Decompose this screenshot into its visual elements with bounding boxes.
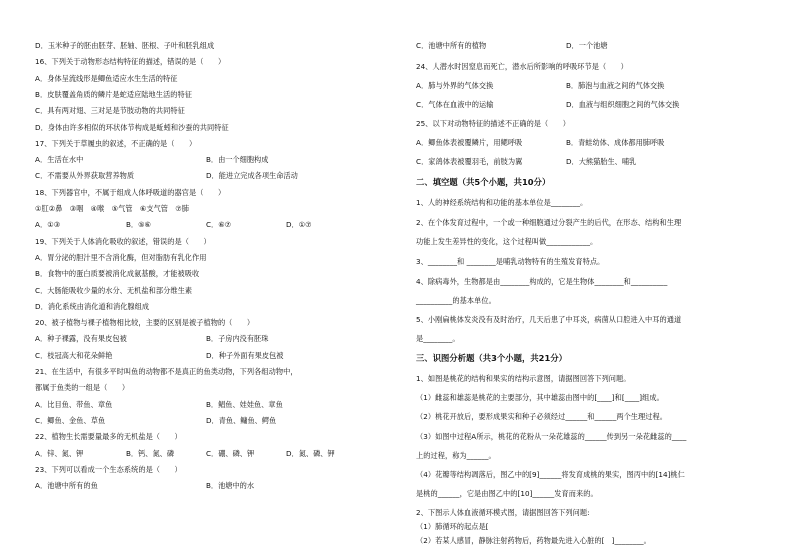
option-right: B．鲳鱼、娃娃鱼、章鱼: [206, 399, 283, 409]
question-line: C．枝冠高大和花朵鲜艳: [35, 350, 113, 360]
question-line: 都属于鱼类的一组是（ ）: [35, 383, 130, 393]
question-line: A．锌、氮、钾: [35, 448, 84, 458]
fill-question-2-cont: 功能上发生差异性的变化，这个过程叫做____________。: [416, 237, 598, 246]
question-24-stem: 24、人潜水时因窒息而死亡，潜水后所影响的呼吸环节是（ ）: [416, 62, 628, 71]
option-right: D．血液与组织细胞之间的气体交换: [566, 100, 680, 109]
fill-question-4-cont: __________的基本单位。: [416, 296, 496, 305]
diagram-sub-3: （3）如图中过程A所示，桃花的花粉从一朵花雄蕊的______传到另一朵花雌蕊的____: [416, 432, 687, 441]
question-line: A．生活在水中: [35, 155, 84, 165]
option-right: B．子房内没有胚珠: [206, 334, 269, 344]
option-right: C．硼、磷、钾: [206, 448, 255, 458]
fill-question-5: 5、小刚扁桃体发炎没有及时治疗，几天后患了中耳炎，病菌从口腔进入中耳的通道: [416, 315, 682, 324]
fill-question-2: 2、在个体发育过程中，一个或一种细胞通过分裂产生的后代，在形态、结构和生理: [416, 218, 682, 227]
question-line: B．皮肤覆盖角质的鳞片是蛇适应陆地生活的特征: [35, 89, 192, 99]
option-line: C．池塘中所有的植物: [416, 41, 487, 50]
question-line: D．玉米种子的胚由胚芽、胚轴、胚根、子叶和胚乳组成: [35, 41, 215, 50]
option-right: D．能进立完成各项生命活动: [206, 171, 298, 181]
option-right: D．大熊猫胎生、哺乳: [566, 157, 637, 166]
diagram-sub-1: （1）雌蕊和雄蕊是桃花的主要部分，其中雄蕊由图中的[____]和[____]组成。: [416, 393, 664, 402]
question-line: ①肛②鼻 ③咽 ④喉 ⑤气管 ⑥支气管 ⑦肺: [35, 204, 190, 213]
question-line: 21、在生活中，有很多平时叫鱼的动物都不是真正的鱼类动物，下列各组动物中，: [35, 367, 298, 376]
question-line: C．鲫鱼、金鱼、草鱼: [35, 415, 106, 425]
option-line: A．肺与外界的气体交换: [416, 81, 494, 90]
question-line: A．池塘中所有的鱼: [35, 481, 98, 491]
option-right: D．种子外面有果皮包被: [206, 350, 284, 360]
question-line: A．比目鱼、带鱼、章鱼: [35, 399, 113, 409]
question-25-stem: 25、以下对动物特征的描述不正确的是（ ）: [416, 119, 570, 128]
question-line: A．胃分泌的胆汁里不含消化酶，但对脂肪有乳化作用: [35, 252, 207, 262]
diagram-sub-4: （4）花瓣等结构凋落后，图乙中的[9]______将发育成桃的果实，图丙中的[14]桃仁: [416, 470, 685, 479]
diagram-question-1: 1、如图是桃花的结构和果实的结构示意图，请据图回答下列问题。: [416, 374, 631, 383]
fill-question-4: 4、除病毒外，生物都是由________构成的，它是生物体________和__________: [416, 277, 668, 286]
question-line: A．身体呈流线形是鲫鱼适应水生生活的特征: [35, 73, 178, 83]
question-line: 19、下列关于人体消化吸收的叙述，错误的是（ ）: [35, 236, 211, 246]
question-line: 22、植物生长需要量最多的无机盐是（ ）: [35, 432, 182, 442]
question-line: C．大肠能吸收少量的水分、无机盐和部分维生素: [35, 285, 193, 295]
question-line: 20、被子植物与裸子植物相比较，主要的区别是被子植物的（ ）: [35, 318, 255, 328]
option-right: B．钙、氮、磷: [126, 448, 175, 458]
question-line: D．身体由许多相似的环状体节构成是蚯蚓和沙蚕的共同特征: [35, 122, 229, 132]
question-line: 16、下列关于动物形态结构特征的描述，错误的是（ ）: [35, 57, 226, 67]
section-heading-diagram: 三、识图分析题（共3个小题，共21分）: [416, 353, 568, 363]
question-line: 23、下列可以看成一个生态系统的是（ ）: [35, 464, 182, 474]
option-line: C．家鸽体表被覆羽毛，前肢为翼: [416, 157, 523, 166]
option-right: B．肺泡与血液之间的气体交换: [566, 81, 665, 90]
fill-question-3: 3、________和 ________是哺乳动物特有的生殖发育特点。: [416, 257, 605, 266]
section-heading-fill-in: 二、填空题（共5个小题，共10分）: [416, 177, 551, 187]
diagram-sub-3-cont: 上的过程，称为______。: [416, 451, 496, 460]
diagram-question-2: 2、下图示人体血液循环模式图，请据图回答下列问题:: [416, 508, 590, 517]
diagram-sub-4-cont: 是桃的______，它是由图乙中的[10]______发育而来的。: [416, 489, 598, 498]
fill-question-1: 1、人的神经系统结构和功能的基本单位是________。: [416, 198, 588, 207]
option-line: A．鲫鱼体表被覆鳞片，用鳃呼吸: [416, 138, 523, 147]
option-right: B．池塘中的水: [206, 481, 255, 491]
option-line: C．气体在血液中的运输: [416, 100, 494, 109]
question-line: D．消化系统由消化道和消化腺组成: [35, 301, 150, 311]
option-right: D．一个池塘: [566, 41, 608, 50]
diagram-sub-2-1: （1）肺循环的起点是[: [416, 522, 489, 531]
option-right: D．①⑦: [286, 220, 312, 230]
option-right: B．青蛙幼体、成体都用肺呼吸: [566, 138, 665, 147]
question-line: B．食物中的蛋白质要被消化成氨基酸，才能被吸收: [35, 269, 200, 279]
fill-question-5-cont: 是________。: [416, 334, 460, 343]
option-right: C．⑥⑦: [206, 220, 232, 230]
option-right: D．青鱼、鳙鱼、鳄鱼: [206, 415, 277, 425]
option-right: B．由一个细胞构成: [206, 155, 269, 165]
diagram-sub-2-2: （2）若某人感冒，静脉注射药物后，药物最先进入心脏的[ ]________。: [416, 536, 651, 545]
question-line: 18、下列器官中，不属于组成人体呼吸道的器官是（ ）: [35, 187, 226, 197]
question-line: C．具有两对翅、三对足是节肢动物的共同特征: [35, 106, 185, 116]
option-right: B．⑤⑥: [126, 220, 152, 230]
question-line: A．种子裸露，没有果皮包被: [35, 334, 127, 344]
question-line: C．不需要从外界获取营养物质: [35, 171, 135, 181]
option-right: D．氮、磷、钾: [286, 448, 335, 458]
diagram-sub-2: （2）桃花开放后，要形成果实和种子必须经过______和______两个生理过程。: [416, 412, 668, 421]
question-line: A．①③: [35, 220, 61, 230]
question-line: 17、下列关于草履虫的叙述，不正确的是（ ）: [35, 138, 197, 148]
